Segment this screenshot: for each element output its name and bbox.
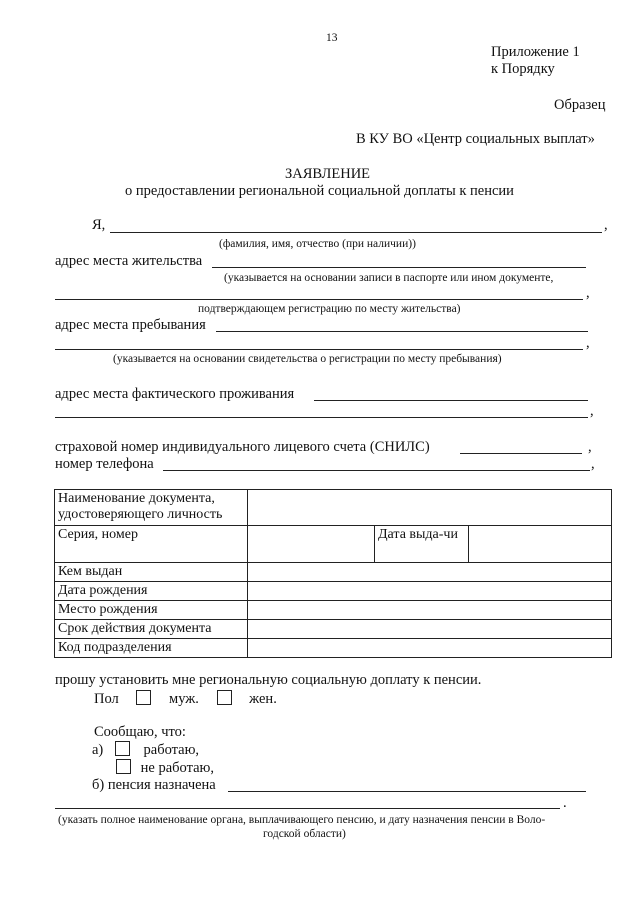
doc-name-value[interactable] [248, 490, 612, 526]
issue-date-value[interactable] [469, 526, 612, 563]
appendix-line-1: Приложение 1 [491, 44, 580, 60]
phone-label: номер телефона [55, 456, 154, 472]
period: . [563, 795, 567, 811]
issue-date-cell: Дата выда-чи [375, 526, 469, 563]
option-a-label: а) [92, 742, 104, 758]
pension-hint-1: (указать полное наименование органа, выплачивающего пенсию, и дату назначения пенсии в Воло- [58, 814, 546, 826]
division-code-value[interactable] [248, 639, 612, 658]
phone-field-line[interactable] [163, 470, 590, 471]
actual-address-field-line[interactable] [314, 400, 588, 401]
series-number-value[interactable] [248, 526, 375, 563]
document-subtitle: о предоставлении региональной социальной доплаты к пенсии [125, 183, 514, 199]
not-working-checkbox[interactable] [116, 759, 131, 774]
birth-date-value[interactable] [248, 582, 612, 601]
fio-field-line[interactable] [110, 232, 602, 233]
appendix-line-2: к Порядку [491, 61, 555, 77]
series-number-cell: Серия, номер [55, 526, 248, 563]
residence-hint-1: (указывается на основании записи в паспорте или ином документе, [224, 272, 554, 284]
addressee: В КУ ВО «Центр социальных выплат» [356, 131, 595, 147]
page-number: 13 [326, 32, 338, 44]
comma: , [588, 439, 592, 455]
comma: , [586, 335, 590, 351]
residence-field-line-2[interactable] [55, 299, 583, 300]
comma: , [590, 403, 594, 419]
validity-cell: Срок действия документа [55, 620, 248, 639]
request-text: прошу установить мне региональную социальную доплату к пенсии. [55, 672, 482, 688]
pension-hint-2: годской области) [263, 828, 346, 840]
gender-label: Пол [94, 691, 119, 707]
issued-by-cell: Кем выдан [55, 563, 248, 582]
document-title: ЗАЯВЛЕНИЕ [285, 166, 371, 182]
pension-field-line-2[interactable] [55, 808, 560, 809]
male-checkbox[interactable] [136, 690, 151, 705]
pension-label: б) пенсия назначена [92, 777, 216, 793]
not-working-label: не работаю, [140, 760, 214, 776]
pension-field-line[interactable] [228, 791, 586, 792]
residence-hint-2: подтверждающем регистрацию по месту жительства) [198, 303, 461, 315]
snils-label: страховой номер индивидуального лицевого счета (СНИЛС) [55, 439, 430, 455]
issued-by-value[interactable] [248, 563, 612, 582]
residence-field-line[interactable] [212, 267, 586, 268]
i-label: Я, [92, 217, 106, 233]
working-checkbox[interactable] [115, 741, 130, 756]
female-label: жен. [249, 691, 277, 707]
validity-value[interactable] [248, 620, 612, 639]
stay-label: адрес места пребывания [55, 317, 206, 333]
fio-hint: (фамилия, имя, отчество (при наличии)) [219, 238, 416, 250]
actual-address-field-line-2[interactable] [55, 417, 588, 418]
division-code-cell: Код подразделения [55, 639, 248, 658]
male-label: муж. [169, 691, 199, 707]
residence-label: адрес места жительства [55, 253, 203, 269]
working-label: работаю, [143, 742, 200, 758]
actual-address-label: адрес места фактического проживания [55, 386, 295, 402]
female-checkbox[interactable] [217, 690, 232, 705]
comma: , [586, 285, 590, 301]
comma: , [604, 217, 608, 233]
stay-field-line-2[interactable] [55, 349, 583, 350]
gender-row [94, 690, 277, 708]
birth-place-value[interactable] [248, 601, 612, 620]
inform-label: Сообщаю, что: [94, 724, 186, 740]
birth-date-cell: Дата рождения [55, 582, 248, 601]
sample-label: Образец [554, 97, 606, 113]
doc-name-cell: Наименование документа, удостоверяющего личность [55, 490, 248, 526]
working-row [92, 741, 199, 759]
not-working-row [116, 759, 214, 777]
birth-place-cell: Место рождения [55, 601, 248, 620]
comma: , [591, 456, 595, 472]
snils-field-line[interactable] [460, 453, 582, 454]
id-document-table [54, 489, 612, 658]
stay-hint: (указывается на основании свидетельства о регистрации по месту пребывания) [113, 353, 502, 365]
stay-field-line[interactable] [216, 331, 588, 332]
